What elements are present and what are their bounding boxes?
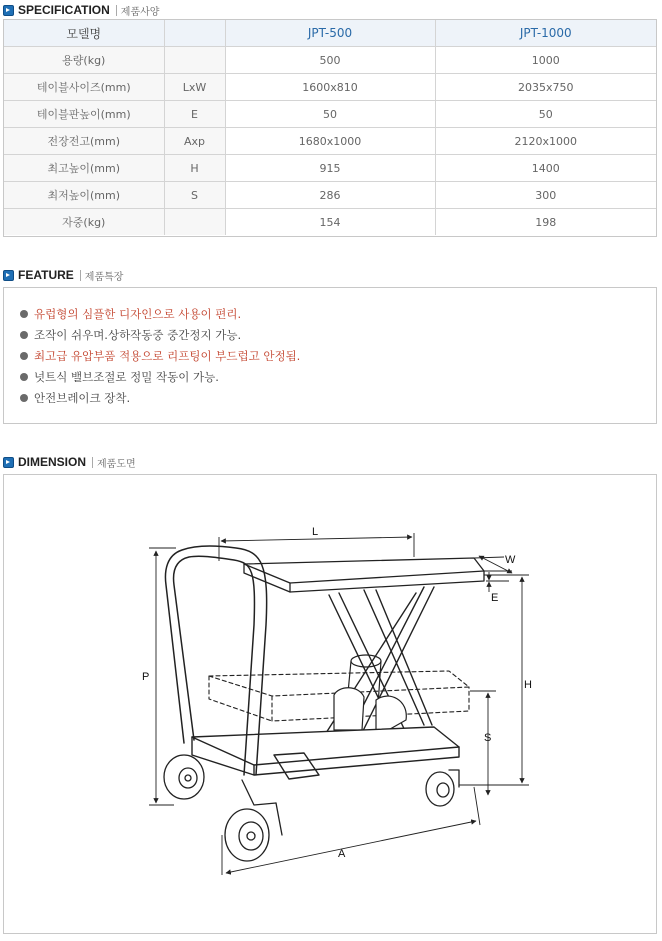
feature-text: 유럽형의 심플한 디자인으로 사용이 편리. [34,306,242,321]
label-w: W [505,554,516,566]
table-row [4,101,656,128]
row-symbol: H [164,155,225,182]
row-value: 50 [435,101,656,128]
row-value: 300 [435,182,656,209]
specification-title: SPECIFICATION [18,3,110,17]
list-item [20,324,300,345]
table-row [4,155,656,182]
table-row [4,209,656,236]
dimension-subtitle: 제품도면 [97,458,136,470]
bullet-icon [20,352,28,360]
caster-wheel [225,780,282,861]
row-value: 1600x810 [225,74,435,101]
arrow-icon [3,457,14,468]
feature-box [3,287,657,424]
row-value: 154 [225,209,435,236]
row-symbol [164,47,225,74]
row-value: 198 [435,209,656,236]
dimension-title: DIMENSION [18,455,87,469]
lift-table-drawing [4,475,656,933]
front-wheel-right [426,770,459,806]
row-value: 1680x1000 [225,128,435,155]
rear-wheel-left [164,755,204,799]
table-row [4,74,656,101]
table-top [244,558,484,592]
divider [80,270,81,281]
model-header: JPT-1000 [435,20,656,47]
row-label: 최고높이(mm) [4,155,164,182]
row-symbol: S [164,182,225,209]
specification-subtitle: 제품사양 [120,6,160,18]
feature-text: 조작이 쉬우며.상하작동중 중간정지 가능. [34,327,242,342]
feature-header [3,267,123,283]
bullet-icon [20,373,28,381]
divider [116,5,117,16]
bullet-icon [20,394,28,402]
list-item [20,366,300,387]
row-value: 50 [225,101,435,128]
base-frame [192,727,459,779]
hydraulic-cylinder [334,655,406,737]
bullet-icon [20,331,28,339]
row-value: 500 [225,47,435,74]
row-label: 테이블판높이(mm) [4,101,164,128]
bullet-icon [20,310,28,318]
arrow-icon [3,5,14,16]
row-value: 286 [225,182,435,209]
specification-table-box [3,19,657,237]
specification-table [4,20,656,235]
row-value: 1000 [435,47,656,74]
row-label: 전장전고(mm) [4,128,164,155]
row-value: 915 [225,155,435,182]
feature-title: FEATURE [18,268,74,282]
row-label: 용량(kg) [4,47,164,74]
feature-subtitle: 제품특장 [84,271,124,283]
table-header-row [4,20,656,47]
symbol-header [164,20,225,47]
feature-text: 안전브레이크 장착. [34,390,131,405]
row-symbol [164,209,225,236]
label-s: S [484,732,492,744]
table-row [4,182,656,209]
row-label: 테이블사이즈(mm) [4,74,164,101]
label-l: L [312,526,319,538]
row-symbol: LxW [164,74,225,101]
dimension-box [3,474,657,934]
row-symbol: Axp [164,128,225,155]
label-e: E [491,592,499,604]
list-item [20,303,300,324]
row-value: 2120x1000 [435,128,656,155]
list-item [20,387,300,408]
model-name-header: 모델명 [4,20,164,47]
label-p: P [142,671,150,683]
row-value: 2035x750 [435,74,656,101]
feature-text: 넛트식 밸브조절로 정밀 작동이 가능. [34,369,219,384]
feature-text: 최고급 유압부품 적용으로 리프팅이 부드럽고 안정됨. [34,348,301,363]
row-label: 최저높이(mm) [4,182,164,209]
model-header: JPT-500 [225,20,435,47]
row-label: 자중(kg) [4,209,164,236]
arrow-icon [3,270,14,281]
table-row [4,128,656,155]
row-symbol: E [164,101,225,128]
table-row [4,47,656,74]
list-item [20,345,300,366]
feature-list [20,303,300,408]
label-a: A [338,848,346,860]
row-value: 1400 [435,155,656,182]
divider [92,457,93,468]
specification-header [3,2,159,18]
dimension-header [3,454,136,470]
label-h: H [524,679,532,691]
